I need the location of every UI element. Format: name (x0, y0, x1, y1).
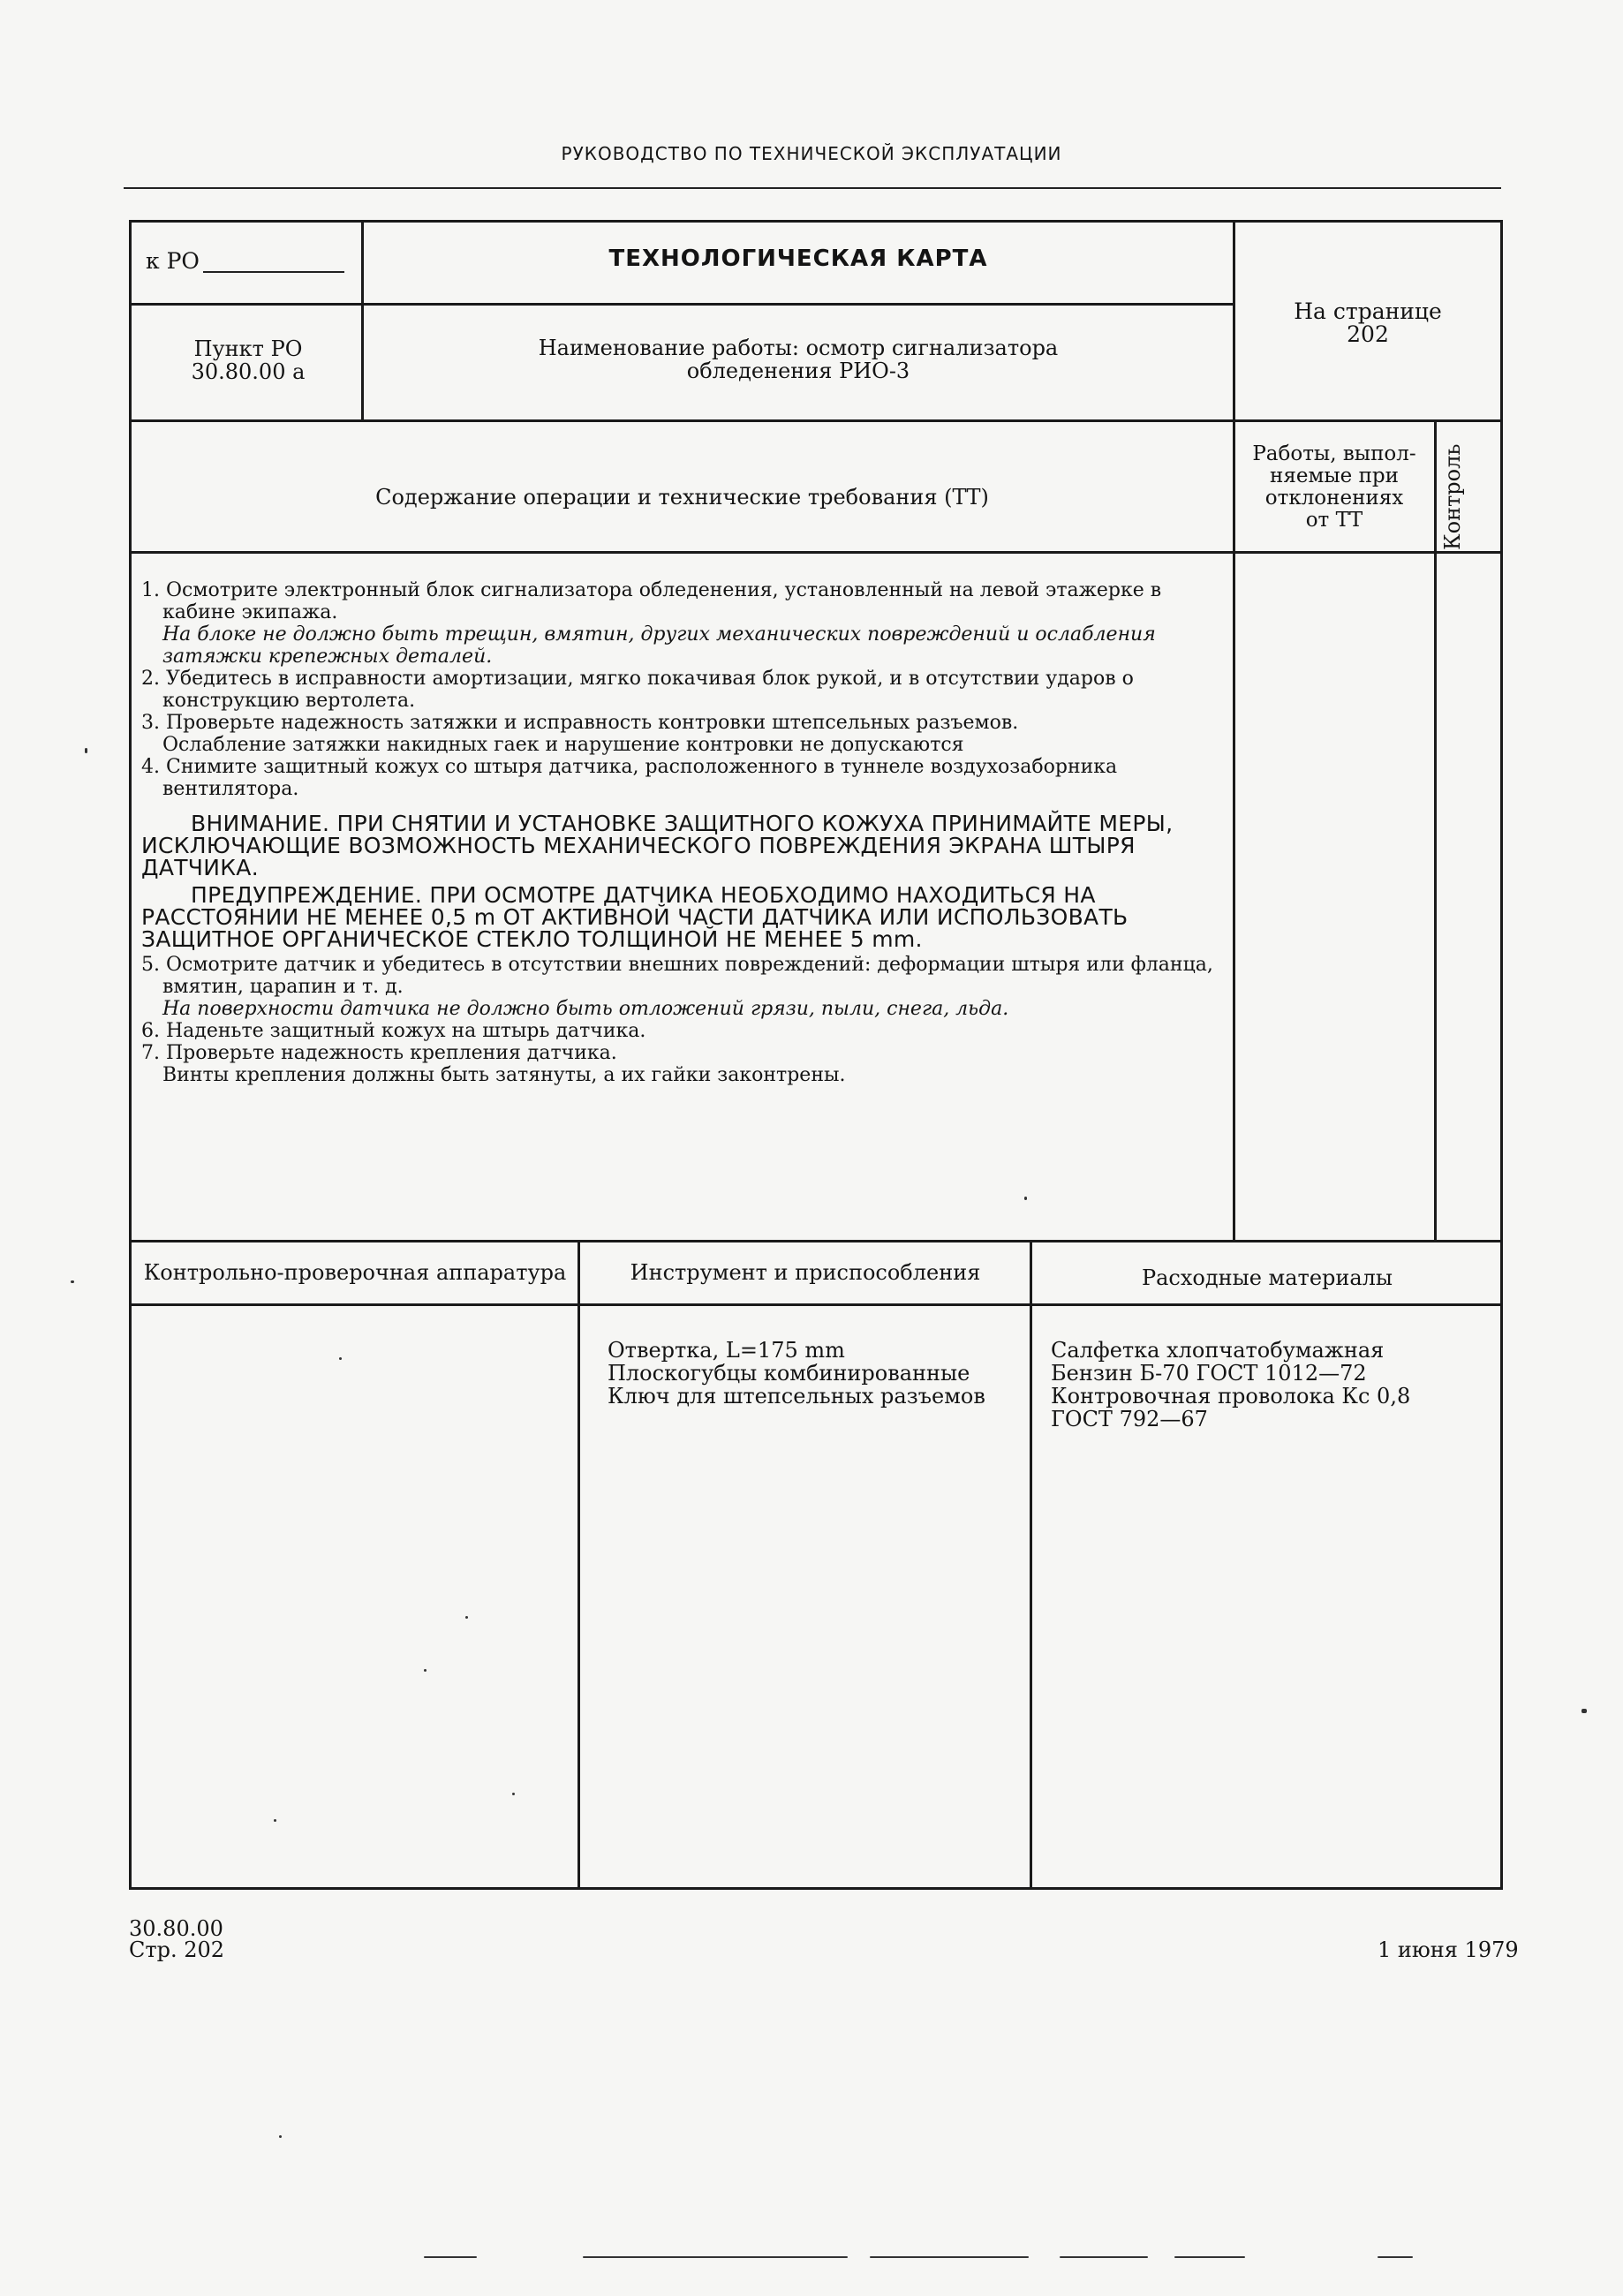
list-item: Ключ для штепсельных разъемов (608, 1384, 985, 1409)
control-header: Контроль (1440, 443, 1465, 550)
footer-date: 1 июня 1979 (1378, 1937, 1519, 1962)
operation-7-note: Винты крепления должны быть затянуты, а их гайки законтрены. (162, 1064, 846, 1086)
list-item: ГОСТ 792—67 (1051, 1407, 1208, 1431)
divider (129, 419, 1503, 422)
footer-left (129, 1918, 224, 1960)
page-reference: На странице 202 (1294, 298, 1442, 347)
list-item: Бензин Б-70 ГОСТ 1012—72 (1051, 1361, 1367, 1386)
frame-top (129, 220, 1503, 223)
divider (1434, 419, 1437, 1242)
list-item: Салфетка хлопчатобумажная (1051, 1338, 1385, 1363)
divider (577, 1240, 580, 1887)
materials-header: Расходные материалы (1141, 1265, 1393, 1290)
equipment-header: Контрольно-проверочная аппаратура (143, 1260, 567, 1285)
operation-7: 7. Проверьте надежность крепления датчика. (141, 1042, 617, 1064)
divider (1233, 220, 1235, 1242)
operation-1: 1. Осмотрите электронный блок сигнализатора обледенения, установленный на левой этажерке в кабине экипажа. (141, 579, 1162, 623)
operations-header: Содержание операции и технические требования (ТТ) (375, 485, 989, 510)
frame-bottom (129, 1887, 1503, 1890)
list-item: Контровочная проволока Кс 0,8 (1051, 1384, 1411, 1409)
operation-5-note: На поверхности датчика не должно быть отложений грязи, пыли, снега, льда. (162, 998, 1009, 1020)
punkt-ro: Пункт РО 30.80.00 а (191, 336, 306, 384)
k-ro-field: к РО (146, 250, 344, 273)
frame-left (129, 220, 132, 1890)
divider (1030, 1240, 1032, 1887)
operation-6: 6. Наденьте защитный кожух на штырь датчика. (141, 1020, 646, 1042)
divider (129, 1303, 1503, 1306)
materials-list (1051, 1339, 1492, 1431)
operation-4: 4. Снимите защитный кожух со штыря датчика, расположенного в туннеле воздухозаборника вентилятора. (141, 756, 1118, 800)
tools-header: Инструмент и приспособления (630, 1260, 981, 1285)
deviation-works-header: Работы, выпол- няемые при отклонениях от ТТ (1252, 442, 1416, 532)
header-rule (124, 187, 1501, 189)
running-head: РУКОВОДСТВО ПО ТЕХНИЧЕСКОЙ ЭКСПЛУАТАЦИИ (561, 143, 1062, 164)
warning: ВНИМАНИЕ. ПРИ СНЯТИИ И УСТАНОВКЕ ЗАЩИТНОГО КОЖУХА ПРИНИМАЙТЕ МЕРЫ, ИСКЛЮЧАЮЩИЕ ВОЗМОЖНОСТЬ МЕХАНИЧЕСКОГО ПОВРЕЖДЕНИЯ ЭКРАНА ШТЫРЯ ДАТЧИКА. (141, 811, 1174, 880)
footer-page: Стр. 202 (129, 1937, 225, 1962)
divider (129, 303, 1235, 306)
caution: ПРЕДУПРЕЖДЕНИЕ. ПРИ ОСМОТРЕ ДАТЧИКА НЕОБХОДИМО НАХОДИТЬСЯ НА РАССТОЯНИИ НЕ МЕНЕЕ 0,5 m ОТ АКТИВНОЙ ЧАСТИ ДАТЧИКА ИЛИ ИСПОЛЬЗОВАТЬ ЗАЩИТНОЕ ОРГАНИЧЕСКОЕ СТЕКЛО ТОЛЩИНОЙ НЕ МЕНЕЕ 5 mm. (141, 882, 1129, 952)
divider (361, 220, 364, 422)
card-title: ТЕХНОЛОГИЧЕСКАЯ КАРТА (608, 245, 988, 272)
operation-3-note: Ослабление затяжки накидных гаек и нарушение контровки не допускаются (162, 734, 964, 756)
list-item: Плоскогубцы комбинированные (608, 1361, 970, 1386)
list-item: Отвертка, L=175 mm (608, 1338, 845, 1363)
divider (129, 551, 1503, 554)
operation-1-note: На блоке не должно быть трещин, вмятин, других механических повреждений и ослабления затяжки крепежных деталей. (162, 623, 1156, 668)
footer-code: 30.80.00 (129, 1916, 223, 1941)
operation-5: 5. Осмотрите датчик и убедитесь в отсутствии внешних повреждений: деформации штыря или фланца, вмятин, царапин и т. д. (141, 954, 1213, 998)
operations-list (141, 579, 1229, 1086)
tools-list (608, 1339, 1023, 1408)
divider (129, 1240, 1503, 1242)
work-name: Наименование работы: осмотр сигнализатора обледенения РИО-3 (538, 336, 1059, 383)
frame-right (1500, 220, 1503, 1890)
operation-2: 2. Убедитесь в исправности амортизации, мягко покачивая блок рукой, и в отсутствии ударов о конструкцию вертолета. (141, 668, 1134, 712)
operation-3: 3. Проверьте надежность затяжки и исправность контровки штепсельных разъемов. (141, 712, 1019, 734)
